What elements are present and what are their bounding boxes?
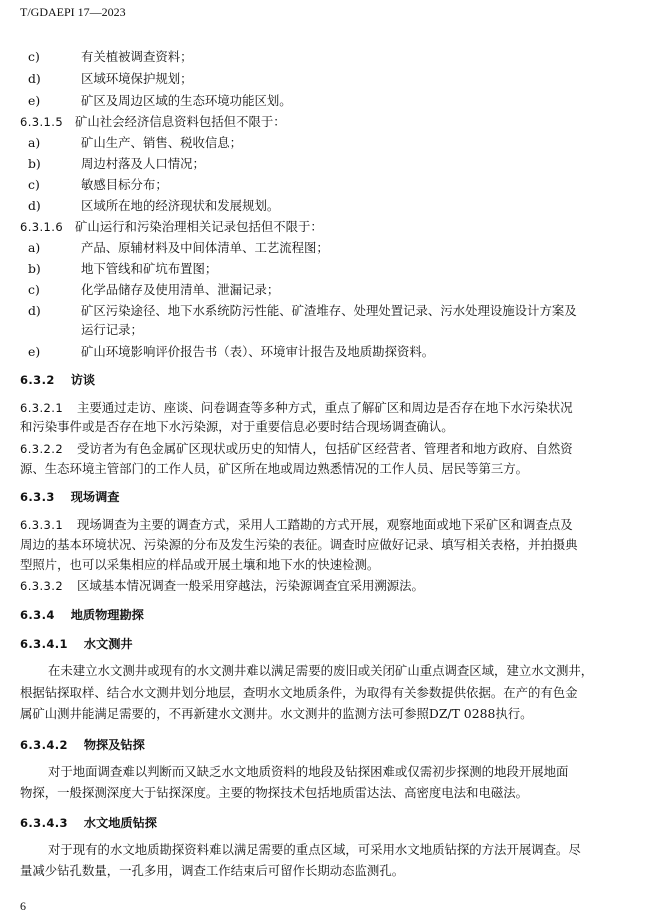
subsection-number: 6.3.4.2: [20, 738, 68, 752]
paragraph-line: 对于现有的水文地质勘探资料难以满足需要的重点区域，可采用水文地质钻探的方法开展调查。尽: [48, 842, 581, 857]
list-text: 产品、原辅材料及中间体清单、工艺流程图；: [81, 240, 329, 255]
list-marker: c): [28, 49, 40, 64]
clause-intro: 矿山运行和污染治理相关记录包括但不限于：: [75, 219, 323, 234]
list-text: 区域所在地的经济现状和发展规划。: [81, 198, 280, 213]
list-text: 矿山生产、销售、税收信息；: [81, 135, 243, 150]
subsection-heading-6-3-4-2: [20, 737, 145, 753]
list-text: 周边村落及人口情况；: [81, 156, 205, 171]
section-title: 现场调查: [70, 490, 120, 504]
list-text: 矿区污染途径、地下水系统防污性能、矿渣堆存、处理处置记录、污水处理设施设计方案及: [81, 303, 577, 318]
section-number: 6.3.2: [20, 373, 55, 387]
paragraph-line: 物探，一般探测深度大于钻探深度。主要的物探技术包括地质雷达法、高密度电法和电磁法。: [20, 785, 529, 800]
section-heading-6-3-4: [20, 607, 144, 623]
page-number: 6: [20, 899, 26, 913]
list-marker: e): [28, 93, 41, 108]
subsection-heading-6-3-4-1: [20, 636, 133, 652]
list-marker: d): [28, 303, 41, 318]
list-marker: a): [28, 135, 41, 150]
list-marker: d): [28, 198, 41, 213]
section-heading-6-3-3: [20, 489, 119, 505]
list-marker: c): [28, 282, 40, 297]
list-text: 化学品储存及使用清单、泄漏记录；: [81, 282, 280, 297]
clause-number: 6.3.3.1: [20, 518, 64, 532]
list-text: 有关植被调查资料；: [81, 49, 193, 64]
clause-6-3-1-6: [20, 219, 323, 235]
paragraph-line: 型照片，也可以采集相应的样品或开展土壤和地下水的快速检测。: [20, 557, 380, 572]
document-code: T/GDAEPI 17—2023: [20, 5, 126, 19]
paragraph-line: 根据钻探取样、结合水文测井划分地层，查明水文地质条件，为取得有关参数提供依据。在产的有色金: [20, 685, 578, 700]
subsection-number: 6.3.4.1: [20, 637, 68, 651]
list-marker: b): [28, 261, 41, 276]
section-number: 6.3.4: [20, 608, 55, 622]
paragraph-6-3-3-2: [20, 578, 424, 594]
section-title: 访谈: [70, 373, 96, 387]
section-heading-6-3-2: [20, 372, 95, 388]
paragraph-6-3-2-1: [20, 400, 573, 416]
paragraph-line: 区域基本情况调查一般采用穿越法，污染源调查宜采用溯源法。: [77, 578, 424, 593]
paragraph-line: 对于地面调查难以判断而又缺乏水文地质资料的地段及钻探困难或仅需初步探测的地段开展地面: [48, 764, 569, 779]
paragraph-line: 属矿山测井能满足需要的，不再新建水文测井。水文测井的监测方法可参照DZ/T 0288执行。: [20, 706, 533, 721]
clause-intro: 矿山社会经济信息资料包括但不限于：: [75, 114, 286, 129]
clause-6-3-1-5: [20, 114, 286, 130]
clause-number: 6.3.2.1: [20, 401, 64, 415]
subsection-title: 物探及钻探: [83, 738, 145, 752]
list-text-continuation: 运行记录；: [81, 322, 143, 337]
paragraph-line: 量减少钻孔数量，一孔多用，调查工作结束后可留作长期动态监测孔。: [20, 863, 405, 878]
subsection-number: 6.3.4.3: [20, 816, 68, 830]
list-marker: c): [28, 177, 40, 192]
paragraph-line: 源、生态环境主管部门的工作人员，矿区所在地或周边熟悉情况的工作人员、居民等第三方。: [20, 461, 529, 476]
list-marker: d): [28, 71, 41, 86]
paragraph-line: 和污染事件或是否存在地下水污染源，对于重要信息必要时结合现场调查确认。: [20, 419, 454, 434]
paragraph-line: 受访者为有色金属矿区现状或历史的知情人，包括矿区经营者、管理者和地方政府、自然资: [77, 441, 573, 456]
list-text: 敏感目标分布；: [81, 177, 168, 192]
list-marker: b): [28, 156, 41, 171]
list-marker: e): [28, 344, 41, 359]
section-number: 6.3.3: [20, 490, 55, 504]
clause-number: 6.3.1.5: [20, 115, 64, 129]
list-text: 区域环境保护规划；: [81, 71, 193, 86]
section-title: 地质物理勘探: [70, 608, 144, 622]
list-marker: a): [28, 240, 41, 255]
subsection-title: 水文测井: [83, 637, 133, 651]
paragraph-line: 主要通过走访、座谈、问卷调查等多种方式，重点了解矿区和周边是否存在地下水污染状况: [77, 400, 573, 415]
paragraph-6-3-2-2: [20, 441, 573, 457]
list-text: 矿区及周边区域的生态环境功能区划。: [81, 93, 292, 108]
clause-number: 6.3.1.6: [20, 220, 64, 234]
paragraph-6-3-3-1: [20, 517, 573, 533]
paragraph-line: 现场调查为主要的调查方式，采用人工踏勘的方式开展，观察地面或地下采矿区和调查点及: [77, 517, 573, 532]
subsection-heading-6-3-4-3: [20, 815, 157, 831]
list-text: 地下管线和矿坑布置图；: [81, 261, 218, 276]
clause-number: 6.3.3.2: [20, 579, 64, 593]
list-text: 矿山环境影响评价报告书（表）、环境审计报告及地质勘探资料。: [81, 344, 435, 359]
clause-number: 6.3.2.2: [20, 442, 64, 456]
paragraph-line: 周边的基本环境状况、污染源的分布及发生污染的表征。调查时应做好记录、填写相关表格，并拍摄典: [20, 537, 578, 552]
paragraph-line: 在未建立水文测井或现有的水文测井难以满足需要的废旧或关闭矿山重点调查区域，建立水文测井，: [48, 663, 594, 678]
subsection-title: 水文地质钻探: [83, 816, 157, 830]
